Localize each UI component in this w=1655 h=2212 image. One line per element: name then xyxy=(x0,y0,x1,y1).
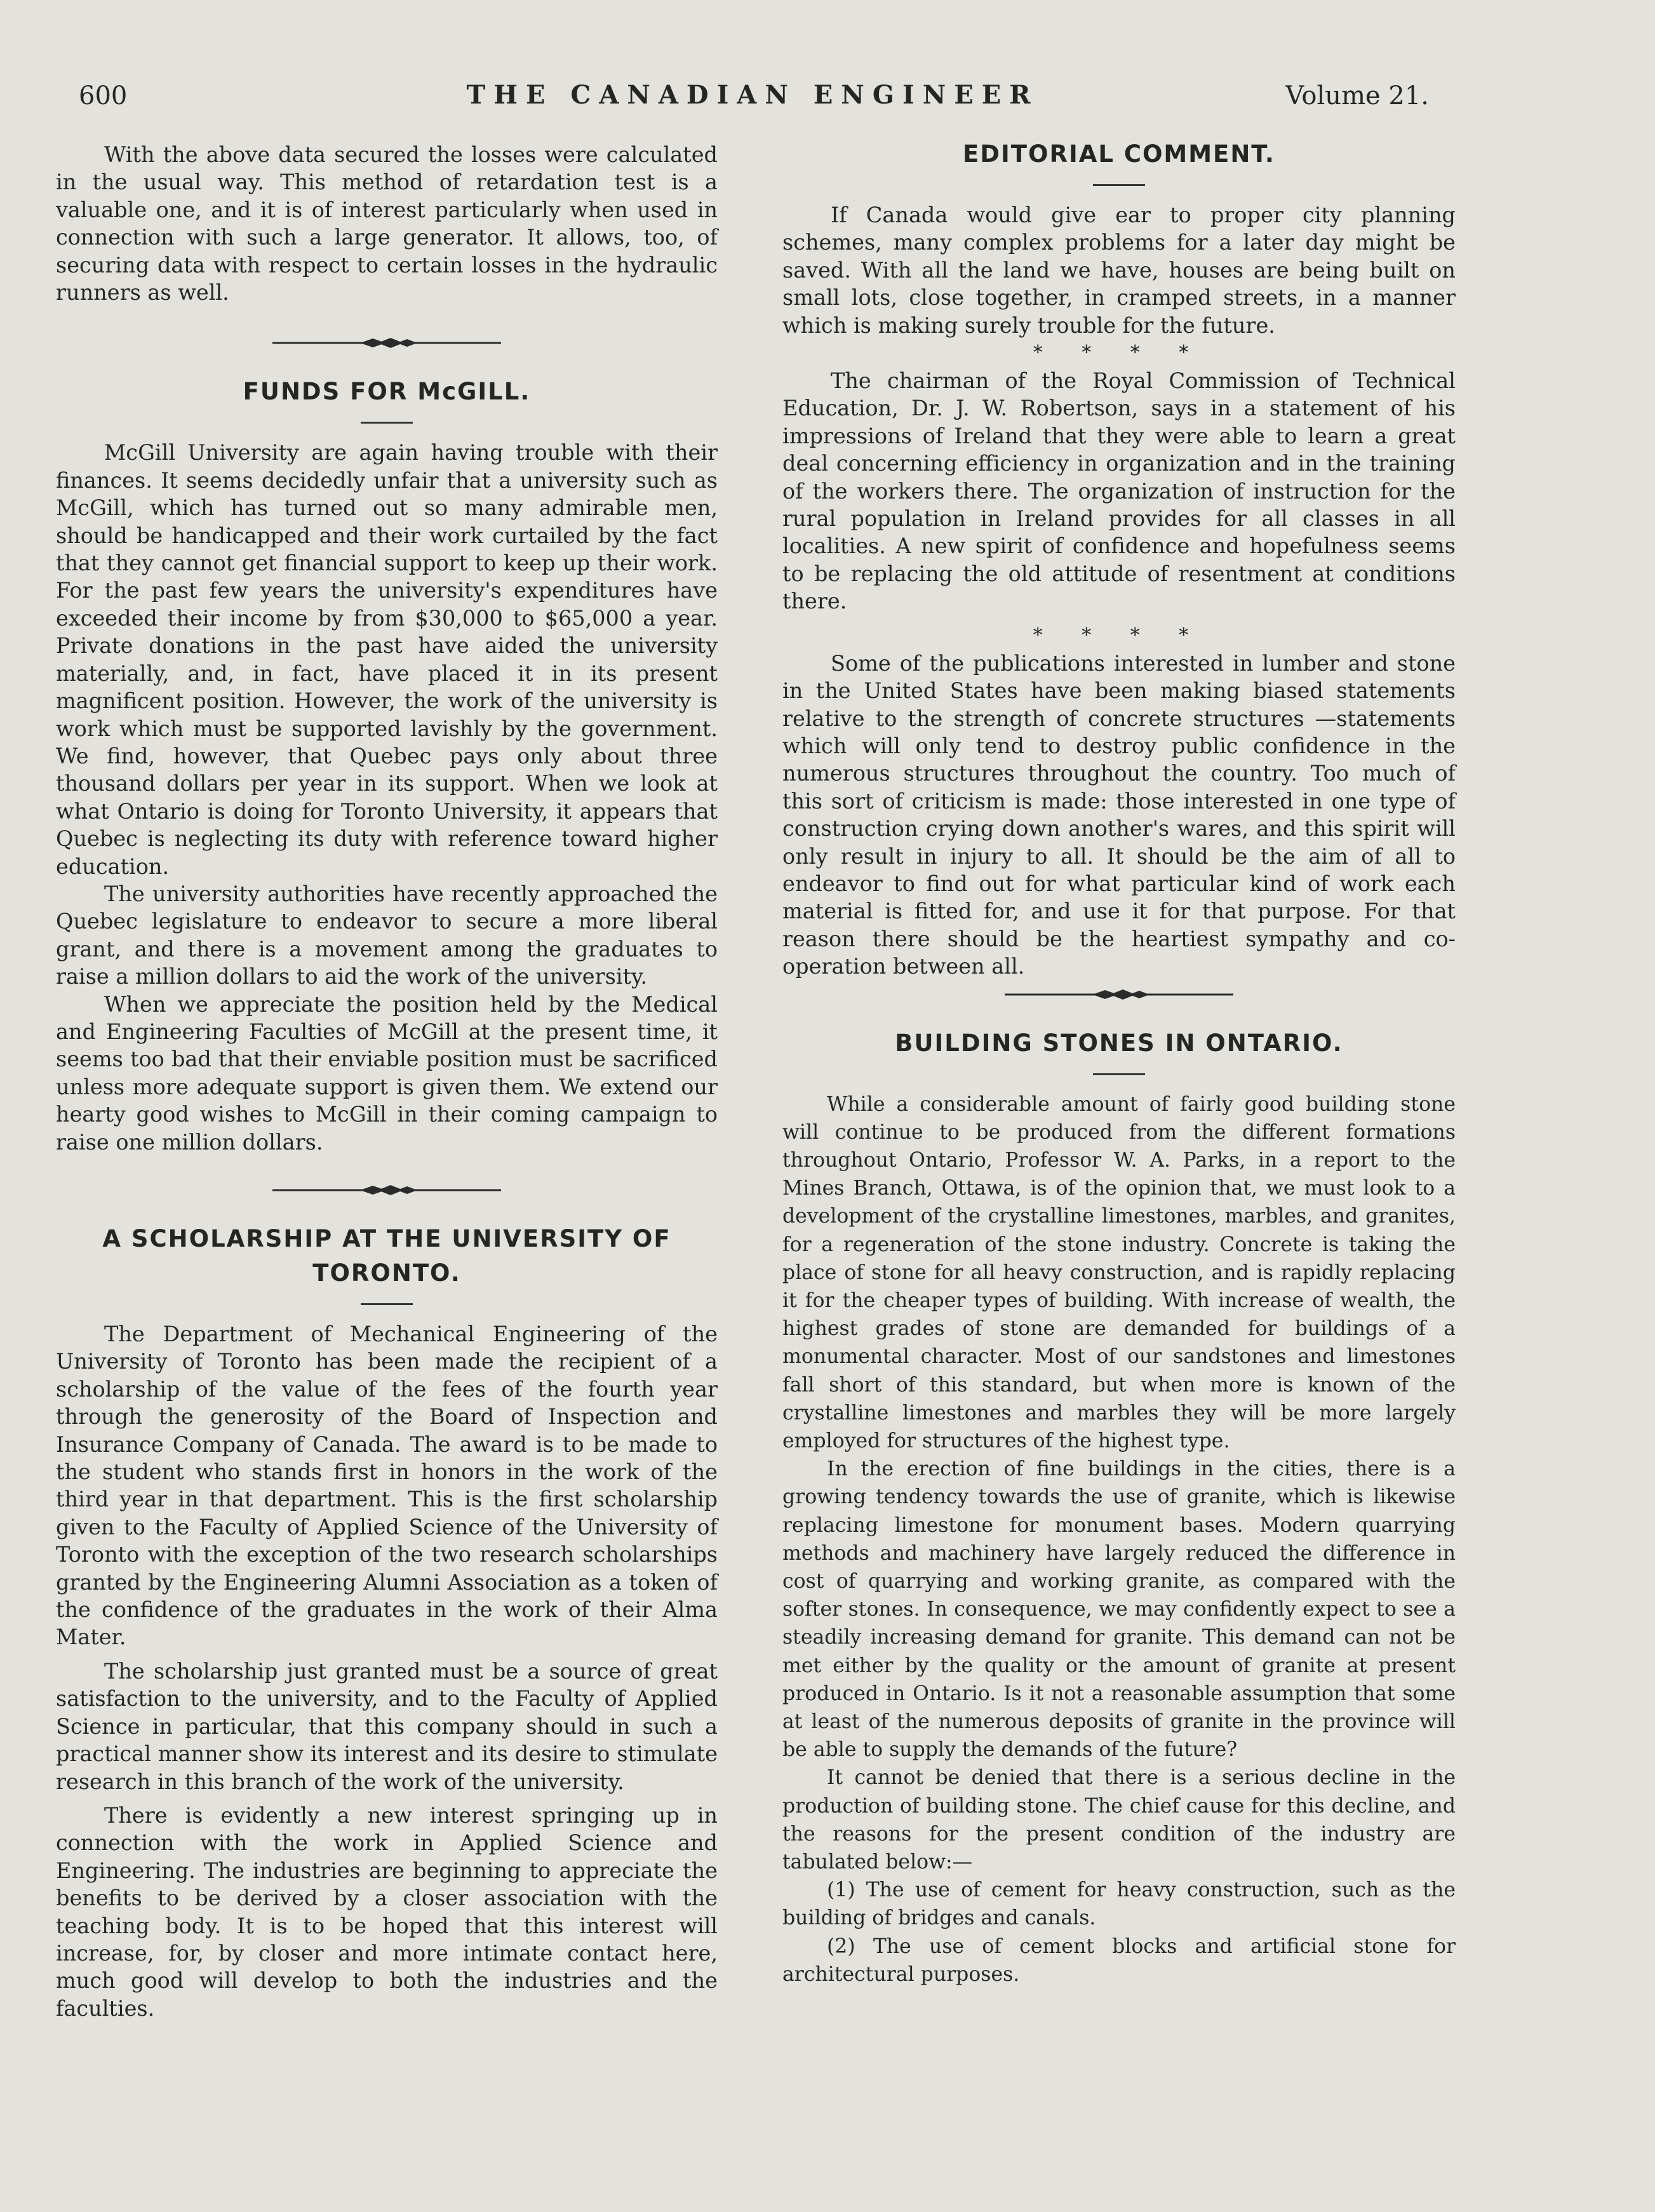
page-number: 600 xyxy=(79,81,128,111)
editorial-separator-stars-2: * * * * xyxy=(1033,624,1205,647)
editorial-paragraph-1: If Canada would give ear to proper city planning schemes, many complex problems for a later day might be saved. With all the land we have, houses are being built on small lots, close together, in cramped streets, in a manner which is making surely trouble for the future. xyxy=(782,203,1456,338)
journal-title: THE CANADIAN ENGINEER xyxy=(466,80,1039,110)
building-stones-body xyxy=(782,1090,1456,1989)
funds-paragraph-2: The university authorities have recently approached the Quebec legislature to endeavor to secure a more liberal grant, and there is a movement among the graduates to raise a million dollars to aid the work of the university. xyxy=(56,881,718,989)
scholarship-heading-rule xyxy=(361,1303,413,1305)
editorial-paragraph-3: Some of the publications interested in lumber and stone in the United States have been making biased statements relative to the strength of concrete structures —statements which will only tend to destroy public confidence in the numerous structures throughout the country. Too much of this sort of criticism is made: those interested in one type of construction crying down another's wares, and this spirit will only result in injury to all. It should be the aim of all to endeavor to find out for what particular kind of work each material is fitted for, and use it for that purpose. For that reason there should be the heartiest sympathy and co-operation between all. xyxy=(782,650,1456,979)
editorial-paragraph-2: The chairman of the Royal Commission of Technical Education, Dr. J. W. Robertson, says in a statement of his impressions of Ireland that they were able to learn a great deal concerning efficiency in organization and in the training of the workers there. The organization of instruction for the rural population in Ireland provides for all classes in all localities. A new spirit of confidence and hopefulness seems to be replacing the old attitude of resentment at conditions there. xyxy=(782,368,1456,614)
funds-paragraph-3: When we appreciate the position held by the Medical and Engineering Faculties of McGill at the present time, it seems too bad that their enviable position must be sacrificed unless more adequate support is given them. We extend our hearty good wishes to McGill in their coming campaign to raise one million dollars. xyxy=(56,991,718,1155)
building-stones-heading-rule xyxy=(1093,1073,1145,1075)
editorial-heading-rule xyxy=(1093,184,1145,186)
scholarship-heading: A SCHOLARSHIP AT THE UNIVERSITY OF TORONTO. xyxy=(102,1225,671,1287)
scholarship-paragraph-2: The scholarship just granted must be a source of great satisfaction to the university, and to the Faculty of Applied Science in particular, that this company should in such a practical manner show its interest and its desire to stimulate research in this branch of the work of the university. xyxy=(56,1658,718,1794)
building-stones-paragraph-1: While a considerable amount of fairly good building stone will continue to be produced from the different formations throughout Ontario, Professor W. A. Parks, in a report to the Mines Branch, Ottawa, is of the opinion that, we must look to a development of the crystalline limestones, marbles, and granites, for a regeneration of the stone industry. Concrete is taking the place of stone for all heavy construction, and is rapidly replacing it for the cheaper types of building. With increase of wealth, the highest grades of stone are demanded for buildings of a monumental character. Most of our sandstones and limestones fall short of this standard, but when more is known of the crystalline limestones and marbles they will be more largely employed for structures of the highest type. xyxy=(782,1092,1456,1452)
scholarship-paragraph-3: There is evidently a new interest springing up in connection with the work in Applied Science and Engineering. The industries are beginning to appreciate the benefits to be derived by a closer association with the teaching body. It is to be hoped that this interest will increase, for, by closer and more intimate contact here, much good will develop to both the industries and the faculties. xyxy=(56,1802,718,2021)
volume-label: Volume 21. xyxy=(1285,81,1429,111)
scholarship-paragraph-1: The Department of Mechanical Engineering of the University of Toronto has been made the recipient of a scholarship of the value of the fees of the fourth year through the generosity of the Board of Inspection and Insurance Company of Canada. The award is to be made to the student who stands first in honors in the work of the third year in that department. This is the first scholarship given to the Faculty of Applied Science of the University of Toronto with the exception of the two research scholarships granted by the Engineering Alumni Association as a token of the confidence of the graduates in the work of their Alma Mater. xyxy=(56,1322,718,1650)
page-header xyxy=(76,81,1429,119)
editorial-separator-stars-1: * * * * xyxy=(1033,342,1205,365)
funds-paragraph-1: McGill University are again having trouble with their finances. It seems decidedly unfair that a university such as McGill, which has turned out so many admirable men, should be handicapped and their work curtailed by the fact that they cannot get financial support to keep up their work. For the past few years the university's expenditures have exceeded their income by from $30,000 to $65,000 a year. Private donations in the past have aided the university materially, and, in fact, have placed it in its present magnificent position. However, the work of the university is work which must be supported lavishly by the government. We find, however, that Quebec pays only about three thousand dollars per year in its support. When we look at what Ontario is doing for Toronto University, it appears that Quebec is neglecting its duty with reference toward higher education. xyxy=(56,440,718,879)
building-stones-paragraph-2: In the erection of fine buildings in the cities, there is a growing tendency towards the use of granite, which is likewise replacing limestone for monument bases. Modern quarrying methods and machinery have largely reduced the difference in cost of quarrying and working granite, as compared with the softer stones. In consequence, we may confidently expect to see a steadily increasing demand for granite. This demand can not be met either by the quality or the amount of granite at present produced in Ontario. Is it not a reasonable assumption that some at least of the numerous deposits of granite in the province will be able to supply the demands of the future? xyxy=(782,1458,1456,1762)
funds-heading-rule xyxy=(361,422,413,424)
intro-paragraph: With the above data secured the losses were calculated in the usual way. This method of retardation test is a valuable one, and it is of interest particularly when used in connection with such a large generator. It allows, too, of securing data with respect to certain losses in the hydraulic runners as well. xyxy=(56,142,718,305)
building-stones-heading: BUILDING STONES IN ONTARIO. xyxy=(895,1029,1343,1057)
section-divider-ornament xyxy=(272,337,501,349)
funds-heading: FUNDS FOR McGILL. xyxy=(243,378,531,406)
right-column xyxy=(782,141,1456,1988)
editorial-heading: EDITORIAL COMMENT. xyxy=(963,140,1275,168)
section-divider-ornament xyxy=(272,1184,501,1196)
section-divider-ornament xyxy=(1005,988,1233,1001)
building-stones-paragraph-3: It cannot be denied that there is a serious decline in the production of building stone. The chief cause for this decline, and the reasons for the present condition of the industry are tabulated below:— xyxy=(782,1766,1456,1874)
building-stones-list-item-2: (2) The use of cement blocks and artificial stone for architectural purposes. xyxy=(782,1934,1456,1986)
left-column xyxy=(56,141,718,2022)
building-stones-list-item-1: (1) The use of cement for heavy construction, such as the building of bridges and canals. xyxy=(782,1879,1456,1930)
